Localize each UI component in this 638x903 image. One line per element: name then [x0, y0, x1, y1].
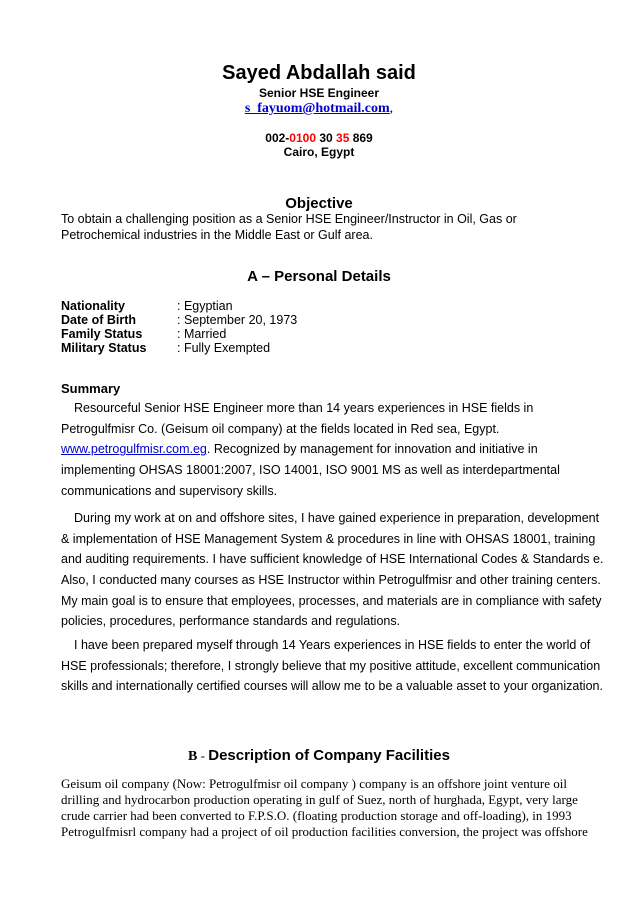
- text-line: crude carrier had been converted to F.P.S.O. (floating production storage and off-loading), in 1993: [61, 808, 572, 823]
- facilities-text: [61, 776, 588, 840]
- personal-details-heading: A – Personal Details: [247, 268, 391, 285]
- phone-part: 30: [316, 131, 337, 145]
- personal-row: [61, 341, 297, 355]
- text-line: communications and supervisory skills.: [61, 483, 278, 498]
- section-letter: B: [188, 749, 198, 764]
- text-line: [61, 439, 579, 460]
- text-line: Resourceful Senior HSE Engineer more than 14 years experiences in HSE fields in: [74, 401, 534, 415]
- summary-paragraph-1: [61, 398, 579, 501]
- text-line: and auditing requirements. I have sufficient knowledge of HSE International Codes & Standards e.: [61, 552, 604, 567]
- personal-value: : Married: [177, 327, 227, 341]
- text-line: drilling and hydrocarbon production operating in gulf of Suez, north of hurghada, Egypt, very large: [61, 792, 578, 807]
- text-line: Petrogulfmisr Co. (Geisum oil company) at the fields located in Red sea, Egypt.: [61, 421, 500, 436]
- text-line: During my work at on and offshore sites, I have gained experience in preparation, development: [74, 511, 600, 525]
- phone-part: 869: [349, 131, 373, 145]
- personal-label: Military Status: [61, 341, 147, 355]
- personal-value: : Egyptian: [177, 299, 233, 313]
- text-line: HSE professionals; therefore, I strongly believe that my positive attitude, excellent communication: [61, 658, 601, 673]
- text-line: Also, I conducted many courses as HSE Instructor within Petrogulfmisr and other training centers.: [61, 572, 601, 587]
- text-line: I have been prepared myself through 14 Years experiences in HSE fields to enter the world of: [74, 638, 591, 652]
- personal-row: [61, 327, 297, 341]
- text-line: Petrogulfmisrl company had a project of oil production facilities conversion, the project was offshore: [61, 824, 588, 839]
- personal-label: Family Status: [61, 327, 143, 341]
- city: Cairo, Egypt: [283, 145, 355, 159]
- text-line: implementing OHSAS 18001:2007, ISO 14001, ISO 9001 MS as well as interdepartmental: [61, 462, 560, 477]
- summary-paragraph-3: [61, 635, 603, 697]
- text-line: & implementation of HSE Management System & procedures in line with OHSAS 18001, training: [61, 531, 596, 546]
- text-line: My main goal is to ensure that employees, processes, and materials are in compliance with safety: [61, 593, 602, 608]
- email-link[interactable]: s_fayuom@hotmail.com: [244, 101, 390, 116]
- job-title: Senior HSE Engineer: [258, 86, 380, 100]
- company-website-link[interactable]: www.petrogulfmisr.com.eg: [61, 442, 207, 457]
- section-title: Description of Company Facilities: [208, 747, 450, 764]
- text-line: skills and internationally certified courses will allow me to be a valuable asset to your organization.: [61, 679, 603, 694]
- email-suffix: ,: [389, 101, 394, 116]
- personal-row: [61, 299, 297, 313]
- section-dash: -: [197, 748, 209, 763]
- text-fragment: . Recognized by management for innovation and initiative in: [206, 442, 538, 457]
- summary-paragraph-2: [61, 508, 604, 632]
- personal-row: [61, 313, 297, 327]
- personal-label: Date of Birth: [61, 313, 136, 327]
- personal-label: Nationality: [61, 299, 125, 313]
- phone-part: 0100: [289, 131, 316, 145]
- summary-heading: Summary: [61, 381, 121, 396]
- phone-part: 35: [336, 131, 350, 145]
- phone-number: [0, 131, 638, 145]
- personal-value: : Fully Exempted: [177, 341, 271, 355]
- objective-heading: Objective: [285, 195, 353, 212]
- facilities-heading: [0, 747, 638, 765]
- text-line: Geisum oil company (Now: Petrogulfmisr oil company ) company is an offshore joint venture oil: [61, 776, 567, 791]
- phone-part: 002-: [265, 131, 290, 145]
- text-line: policies, procedures, performance standards and regulations.: [61, 614, 401, 629]
- objective-text: To obtain a challenging position as a Senior HSE Engineer/Instructor in Oil, Gas or Petrochemical industries in the Middle East or Gulf area.: [61, 212, 517, 242]
- personal-details-table: [61, 299, 297, 355]
- personal-value: : September 20, 1973: [177, 313, 298, 327]
- candidate-name: Sayed Abdallah said: [222, 62, 416, 84]
- email-line: [0, 101, 638, 117]
